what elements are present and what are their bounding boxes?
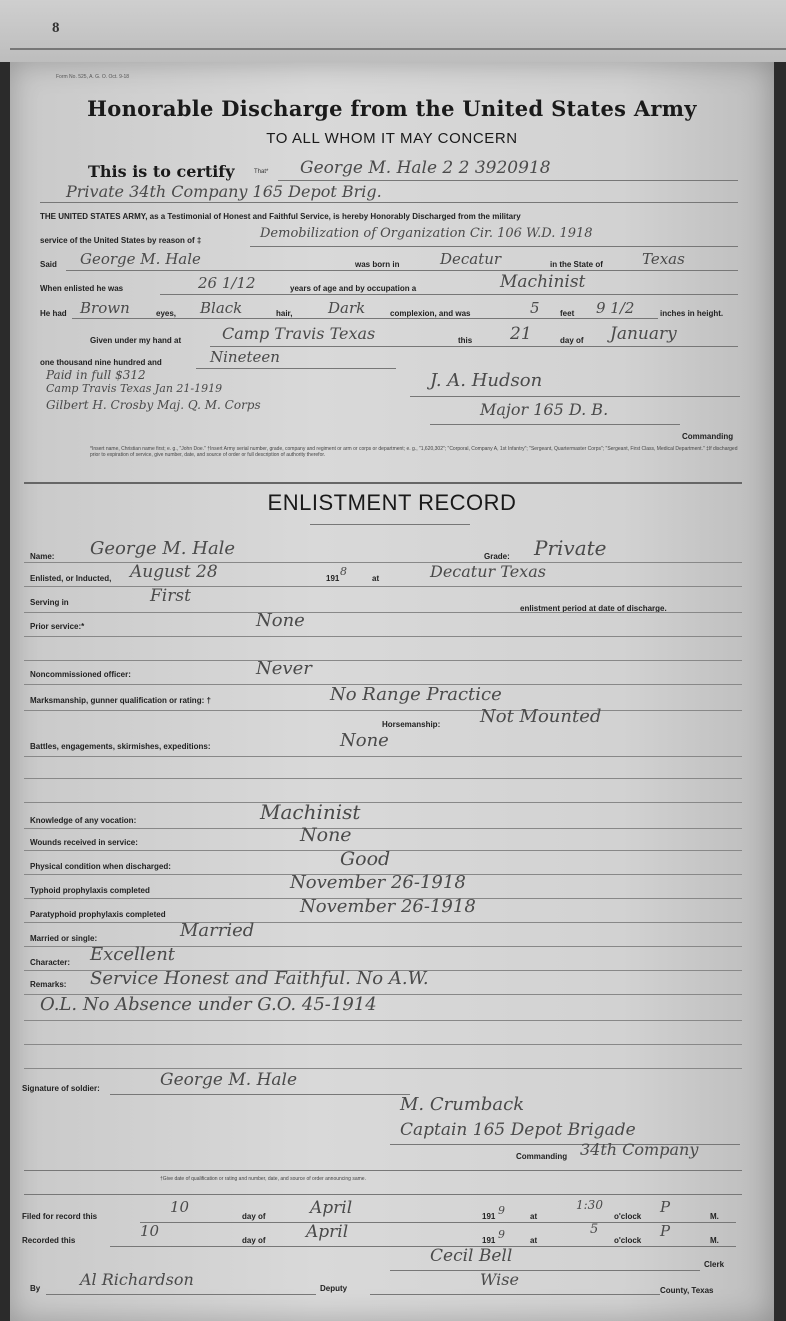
serving-hw: First bbox=[150, 586, 191, 606]
birth-line bbox=[66, 270, 738, 271]
body-text: THE UNITED STATES ARMY, as a Testimonial of Honest and Faithful Service, is hereby Honorably Discharged from the military bbox=[40, 212, 521, 221]
grade-label: Grade: bbox=[484, 552, 510, 561]
birthplace-hw: Decatur bbox=[440, 250, 502, 268]
enlistment-record-title: ENLISTMENT RECORD bbox=[267, 490, 517, 515]
age-suffix: years of age and by occupation a bbox=[290, 284, 417, 293]
eyes-label: eyes, bbox=[156, 309, 177, 318]
enlisted-label: Enlisted, or Inducted, bbox=[30, 574, 112, 583]
year-prefix: 191 bbox=[326, 574, 340, 583]
given-label: Given under my hand at bbox=[90, 336, 182, 345]
feet-hw: 5 bbox=[530, 299, 540, 317]
recorded-oclock: o'clock bbox=[614, 1236, 642, 1245]
clerk-line bbox=[390, 1270, 700, 1271]
certificate-subtitle: TO ALL WHOM IT MAY CONCERN bbox=[266, 130, 518, 147]
recorded-month-hw: April bbox=[306, 1222, 349, 1242]
officer-signature-hw: M. Crumback bbox=[400, 1094, 525, 1115]
unit-line bbox=[40, 202, 738, 203]
name-label: Name: bbox=[30, 552, 55, 561]
filed-ampm-hw: P bbox=[660, 1198, 671, 1216]
prior-service-hw: None bbox=[256, 610, 305, 631]
deputy-line bbox=[46, 1294, 316, 1295]
physical-hw: Good bbox=[340, 848, 391, 870]
certify-label: This is to certify bbox=[88, 162, 235, 181]
ledger-header bbox=[0, 0, 786, 62]
filed-m: M. bbox=[710, 1212, 719, 1221]
row-line bbox=[24, 660, 742, 661]
qualification-note: †Give date of qualification or rating and number, date, and source of order announcing same. bbox=[160, 1176, 366, 1182]
section-divider bbox=[24, 482, 742, 484]
inches-label: inches in height. bbox=[660, 309, 724, 318]
note-divider bbox=[24, 1170, 742, 1171]
filed-line bbox=[140, 1222, 736, 1223]
commander-signature-hw: J. A. Hudson bbox=[430, 370, 543, 391]
county-label: County, Texas bbox=[660, 1286, 714, 1295]
recorded-year-hw: 9 bbox=[498, 1228, 505, 1241]
county-hw: Wise bbox=[480, 1270, 519, 1289]
filed-time-hw: 1:30 bbox=[576, 1198, 603, 1212]
prior-service-label: Prior service:* bbox=[30, 622, 85, 631]
wounds-label: Wounds received in service: bbox=[30, 838, 138, 847]
name-line bbox=[278, 180, 738, 181]
physical-label: Physical condition when discharged: bbox=[30, 862, 171, 871]
enlisted-year-hw: 8 bbox=[340, 565, 347, 578]
year-hw: Nineteen bbox=[210, 348, 280, 366]
year-label: one thousand nine hundred and bbox=[40, 358, 162, 367]
nco-hw: Never bbox=[256, 658, 312, 679]
recorded-year-prefix: 191 bbox=[482, 1236, 496, 1245]
certificate-title: Honorable Discharge from the United States Army bbox=[87, 96, 697, 121]
said-name-hw: George M. Hale bbox=[80, 250, 201, 268]
filed-oclock: o'clock bbox=[614, 1212, 642, 1221]
row-line bbox=[24, 756, 742, 757]
said-label: Said bbox=[40, 260, 57, 269]
typhoid-hw: November 26-1918 bbox=[290, 872, 466, 893]
commanding-company-hw: 34th Company bbox=[580, 1140, 699, 1159]
enlistment-commanding-label: Commanding bbox=[516, 1152, 568, 1161]
commander-signature-line bbox=[410, 396, 740, 397]
battles-label: Battles, engagements, skirmishes, expeditions: bbox=[30, 742, 211, 751]
age-line bbox=[160, 294, 738, 295]
unit-hw: Private 34th Company 165 Depot Brig. bbox=[66, 182, 382, 201]
married-label: Married or single: bbox=[30, 934, 98, 943]
typhoid-label: Typhoid prophylaxis completed bbox=[30, 886, 150, 895]
paid-hw-2: Camp Travis Texas Jan 21-1919 bbox=[46, 382, 223, 395]
enlisted-age-label: When enlisted he was bbox=[40, 284, 124, 293]
reason-hw: Demobilization of Organization Cir. 106 W.D. 1918 bbox=[260, 226, 593, 241]
month-hw: January bbox=[610, 324, 677, 344]
remarks-hw-1: Service Honest and Faithful. No A.W. bbox=[90, 968, 429, 989]
service-label: service of the United States by reason of ‡ bbox=[40, 236, 202, 245]
enlisted-date-hw: August 28 bbox=[130, 562, 218, 582]
recorded-line bbox=[110, 1246, 736, 1247]
paratyphoid-label: Paratyphoid prophylaxis completed bbox=[30, 910, 166, 919]
character-label: Character: bbox=[30, 958, 71, 967]
day-hw: 21 bbox=[510, 324, 532, 344]
enlisted-place-hw: Decatur Texas bbox=[430, 562, 546, 581]
marksmanship-hw: No Range Practice bbox=[330, 684, 502, 705]
clerk-hw: Cecil Bell bbox=[430, 1246, 513, 1266]
filed-day-hw: 10 bbox=[170, 1198, 190, 1216]
born-label: was born in bbox=[355, 260, 400, 269]
this-label: this bbox=[458, 336, 473, 345]
description-line bbox=[72, 318, 658, 319]
at-label: at bbox=[372, 574, 380, 583]
filed-month-hw: April bbox=[310, 1198, 353, 1218]
name-hw: George M. Hale bbox=[90, 538, 236, 559]
nco-label: Noncommissioned officer: bbox=[30, 670, 131, 679]
row-line bbox=[24, 828, 742, 829]
row-line bbox=[24, 922, 742, 923]
marksmanship-label: Marksmanship, gunner qualification or rating: † bbox=[30, 696, 211, 705]
given-line bbox=[210, 346, 738, 347]
complexion-hw: Dark bbox=[328, 299, 366, 317]
period-label: enlistment period at date of discharge. bbox=[520, 604, 667, 613]
eyes-hw: Brown bbox=[80, 299, 130, 317]
commanding-label: Commanding bbox=[682, 432, 734, 441]
hair-label: hair, bbox=[276, 309, 293, 318]
paratyphoid-hw: November 26-1918 bbox=[300, 896, 476, 917]
occupation-hw: Machinist bbox=[500, 272, 586, 292]
row-line bbox=[24, 802, 742, 803]
character-hw: Excellent bbox=[90, 944, 176, 965]
year-line bbox=[196, 368, 396, 369]
row-line bbox=[24, 1068, 742, 1069]
deputy-label: Deputy bbox=[320, 1284, 348, 1293]
row-line bbox=[24, 586, 742, 587]
filed-label: Filed for record this bbox=[22, 1212, 98, 1221]
row-line bbox=[24, 778, 742, 779]
horsemanship-hw: Not Mounted bbox=[480, 706, 602, 727]
recorded-at: at bbox=[530, 1236, 538, 1245]
battles-hw: None bbox=[340, 730, 389, 751]
footnotes: *Insert name, Christian name first; e. g., "John Doe." †Insert Army serial number, grade, company and regiment or arm or corps or department; e. g., "1,620,302"; "Corporal, Company A, 1st Infantry"; "Sergeant, Quartermaster Corps"; "Sergeant, First Class, Medical Department." ‡If discharged prior to expiration of service, give number, date, and source of order or full description of authority therefor. bbox=[90, 446, 738, 458]
recorded-label: Recorded this bbox=[22, 1236, 76, 1245]
row-line bbox=[24, 636, 742, 637]
commander-title-line bbox=[430, 424, 680, 425]
reason-line bbox=[250, 246, 738, 247]
row-line bbox=[24, 710, 742, 711]
feet-label: feet bbox=[560, 309, 575, 318]
filed-at: at bbox=[530, 1212, 538, 1221]
had-label: He had bbox=[40, 309, 67, 318]
state-label: in the State of bbox=[550, 260, 603, 269]
soldier-signature-hw: George M. Hale bbox=[160, 1070, 298, 1090]
recorded-m: M. bbox=[710, 1236, 719, 1245]
commander-title-hw: Major 165 D. B. bbox=[480, 400, 609, 419]
filed-divider bbox=[24, 1194, 742, 1195]
officer-title-hw: Captain 165 Depot Brigade bbox=[400, 1120, 636, 1140]
page-number: 8 bbox=[52, 20, 60, 36]
recorded-day-hw: 10 bbox=[140, 1222, 160, 1240]
vocation-hw: Machinist bbox=[260, 800, 361, 824]
clerk-label: Clerk bbox=[704, 1260, 725, 1269]
day-of-label: day of bbox=[560, 336, 584, 345]
soldier-signature-line bbox=[110, 1094, 410, 1095]
remarks-hw-2: O.L. No Absence under G.O. 45-1914 bbox=[40, 994, 377, 1015]
that-label: That* bbox=[254, 169, 269, 175]
ledger-rule bbox=[10, 48, 786, 50]
recorded-time-hw: 5 bbox=[590, 1222, 599, 1237]
title-underline bbox=[310, 524, 470, 525]
horsemanship-label: Horsemanship: bbox=[382, 720, 441, 729]
row-line bbox=[24, 612, 742, 613]
form-number: Form No. 525, A. G. O. Oct. 9-18 bbox=[56, 74, 130, 80]
grade-hw: Private bbox=[534, 536, 607, 560]
recorded-day-of: day of bbox=[242, 1236, 266, 1245]
filed-year-hw: 9 bbox=[498, 1204, 505, 1217]
by-label: By bbox=[30, 1284, 41, 1293]
filed-day-of: day of bbox=[242, 1212, 266, 1221]
county-line bbox=[370, 1294, 660, 1295]
row-line bbox=[24, 1020, 742, 1021]
deputy-hw: Al Richardson bbox=[80, 1270, 194, 1289]
serving-label: Serving in bbox=[30, 598, 69, 607]
inches-hw: 9 1/2 bbox=[596, 299, 635, 317]
remarks-label: Remarks: bbox=[30, 980, 67, 989]
complexion-label: complexion, and was bbox=[390, 309, 471, 318]
soldier-name-hw: George M. Hale 2 2 3920918 bbox=[300, 158, 551, 178]
signature-label: Signature of soldier: bbox=[22, 1084, 100, 1093]
state-hw: Texas bbox=[642, 250, 685, 268]
wounds-hw: None bbox=[300, 824, 352, 846]
paid-hw-3: Gilbert H. Crosby Maj. Q. M. Corps bbox=[46, 398, 261, 412]
filed-year-prefix: 191 bbox=[482, 1212, 496, 1221]
married-hw: Married bbox=[180, 920, 255, 941]
vocation-label: Knowledge of any vocation: bbox=[30, 816, 137, 825]
age-hw: 26 1/12 bbox=[198, 274, 256, 292]
paid-hw-1: Paid in full $312 bbox=[46, 368, 146, 382]
hair-hw: Black bbox=[200, 299, 243, 317]
given-place-hw: Camp Travis Texas bbox=[222, 324, 376, 343]
discharge-certificate bbox=[10, 62, 774, 1321]
recorded-ampm-hw: P bbox=[660, 1222, 671, 1240]
row-line bbox=[24, 1044, 742, 1045]
